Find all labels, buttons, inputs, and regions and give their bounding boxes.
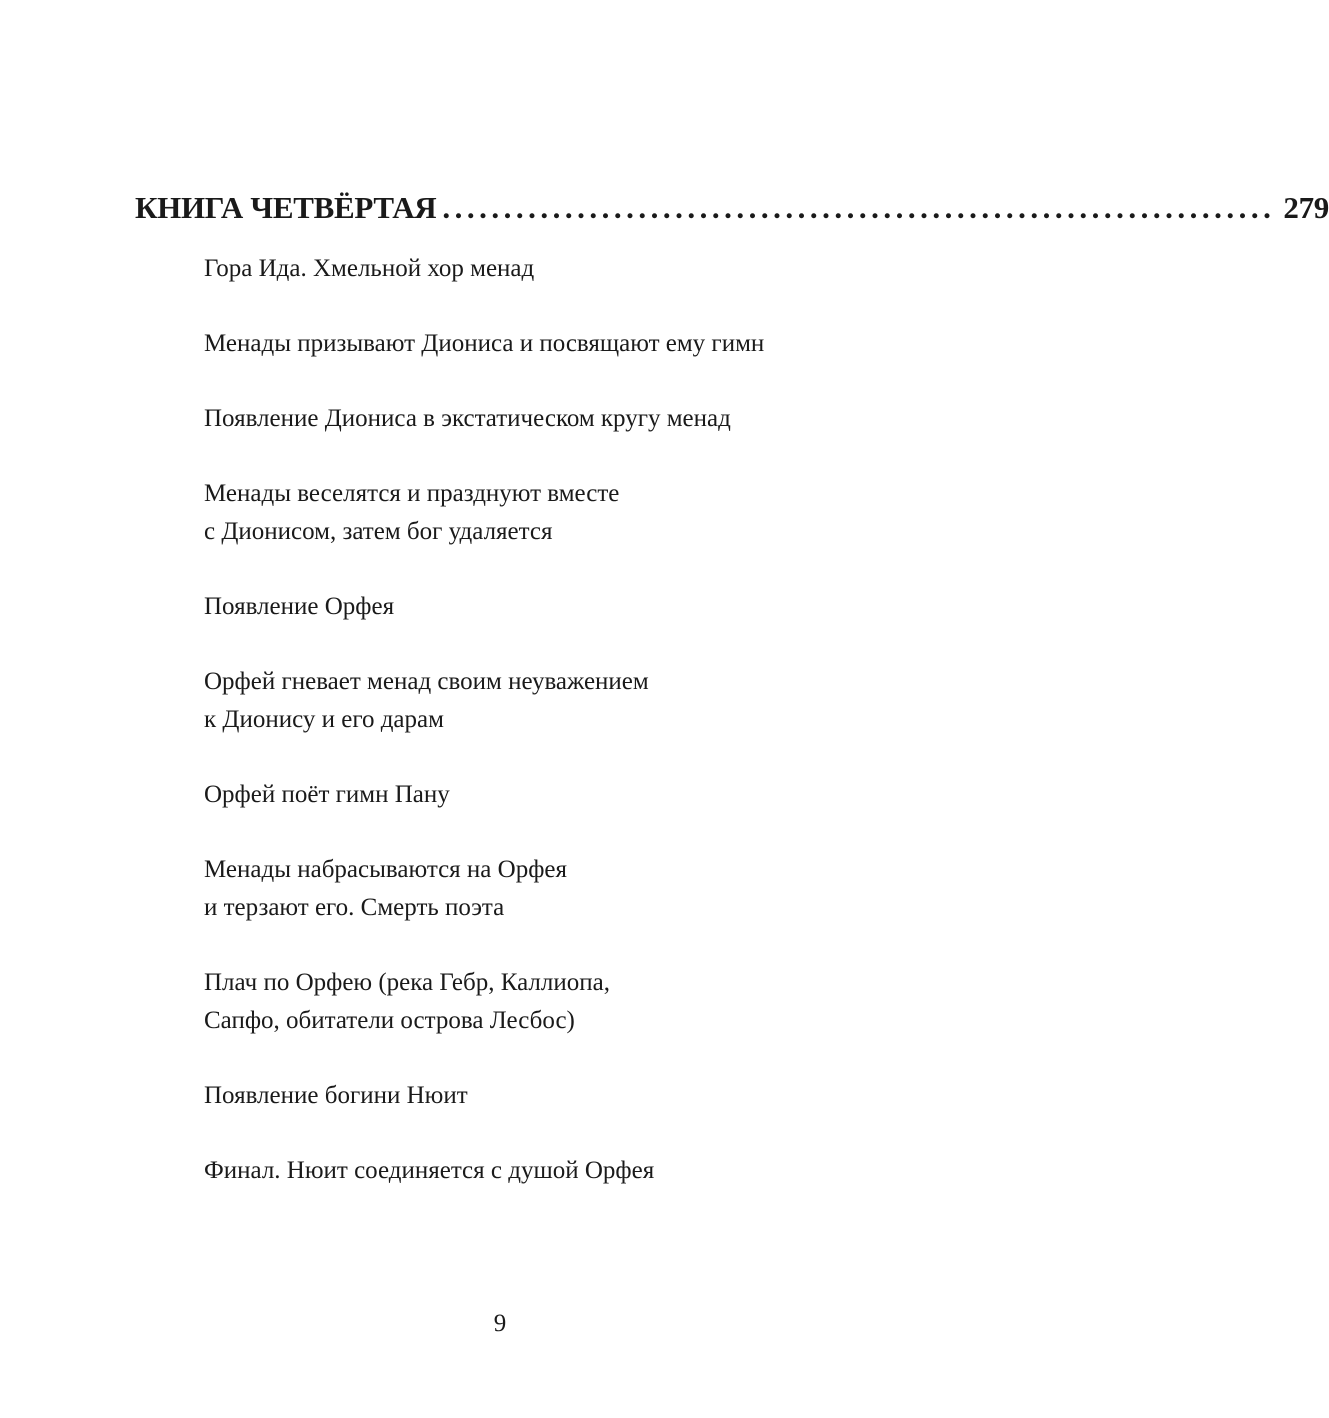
toc-entry	[204, 250, 864, 288]
toc-entry-line: и терзают его. Смерть поэта	[204, 894, 505, 921]
toc-entry-line: Менады набрасываются на Орфея	[204, 856, 567, 883]
toc-entry-line: Менады призывают Диониса и посвящают ему гимн	[204, 330, 765, 357]
toc-entry	[204, 325, 864, 363]
toc-entry-line: Орфей гневает менад своим неуважением	[204, 668, 649, 695]
toc-entry-line: Финал. Нюит соединяется с душой Орфея	[204, 1157, 655, 1184]
page-number: 9	[493, 1310, 507, 1337]
toc-entries	[204, 250, 864, 1227]
toc-entry-line: Менады веселятся и празднуют вместе	[204, 480, 620, 507]
toc-entry	[204, 400, 864, 438]
toc-entry	[204, 475, 864, 551]
toc-entry	[204, 663, 864, 739]
toc-entry-line: с Дионисом, затем бог удаляется	[204, 518, 553, 545]
toc-book-heading[interactable]	[135, 190, 1329, 240]
toc-entry	[204, 1152, 864, 1190]
toc-entry	[204, 776, 864, 814]
toc-entry	[204, 1077, 864, 1115]
toc-entry-line: Плач по Орфею (река Гебр, Каллиопа,	[204, 969, 610, 996]
toc-entry-line: Сапфо, обитатели острова Лесбос)	[204, 1007, 575, 1034]
toc-entry-line: к Дионису и его дарам	[204, 706, 444, 733]
toc-entry-line: Появление Орфея	[204, 593, 395, 620]
toc-entry-line: Появление Диониса в экстатическом кругу менад	[204, 405, 731, 432]
book-title: КНИГА ЧЕТВЁРТАЯ	[135, 190, 437, 225]
dot-leader: ....................................................................	[442, 190, 1276, 225]
toc-entry	[204, 588, 864, 626]
book-page-number: 279	[1283, 190, 1329, 225]
toc-entry-line: Орфей поёт гимн Пану	[204, 781, 450, 808]
toc-entry	[204, 964, 864, 1040]
toc-entry	[204, 851, 864, 927]
toc-entry-line: Гора Ида. Хмельной хор менад	[204, 255, 535, 282]
toc-entry-line: Появление богини Нюит	[204, 1082, 468, 1109]
